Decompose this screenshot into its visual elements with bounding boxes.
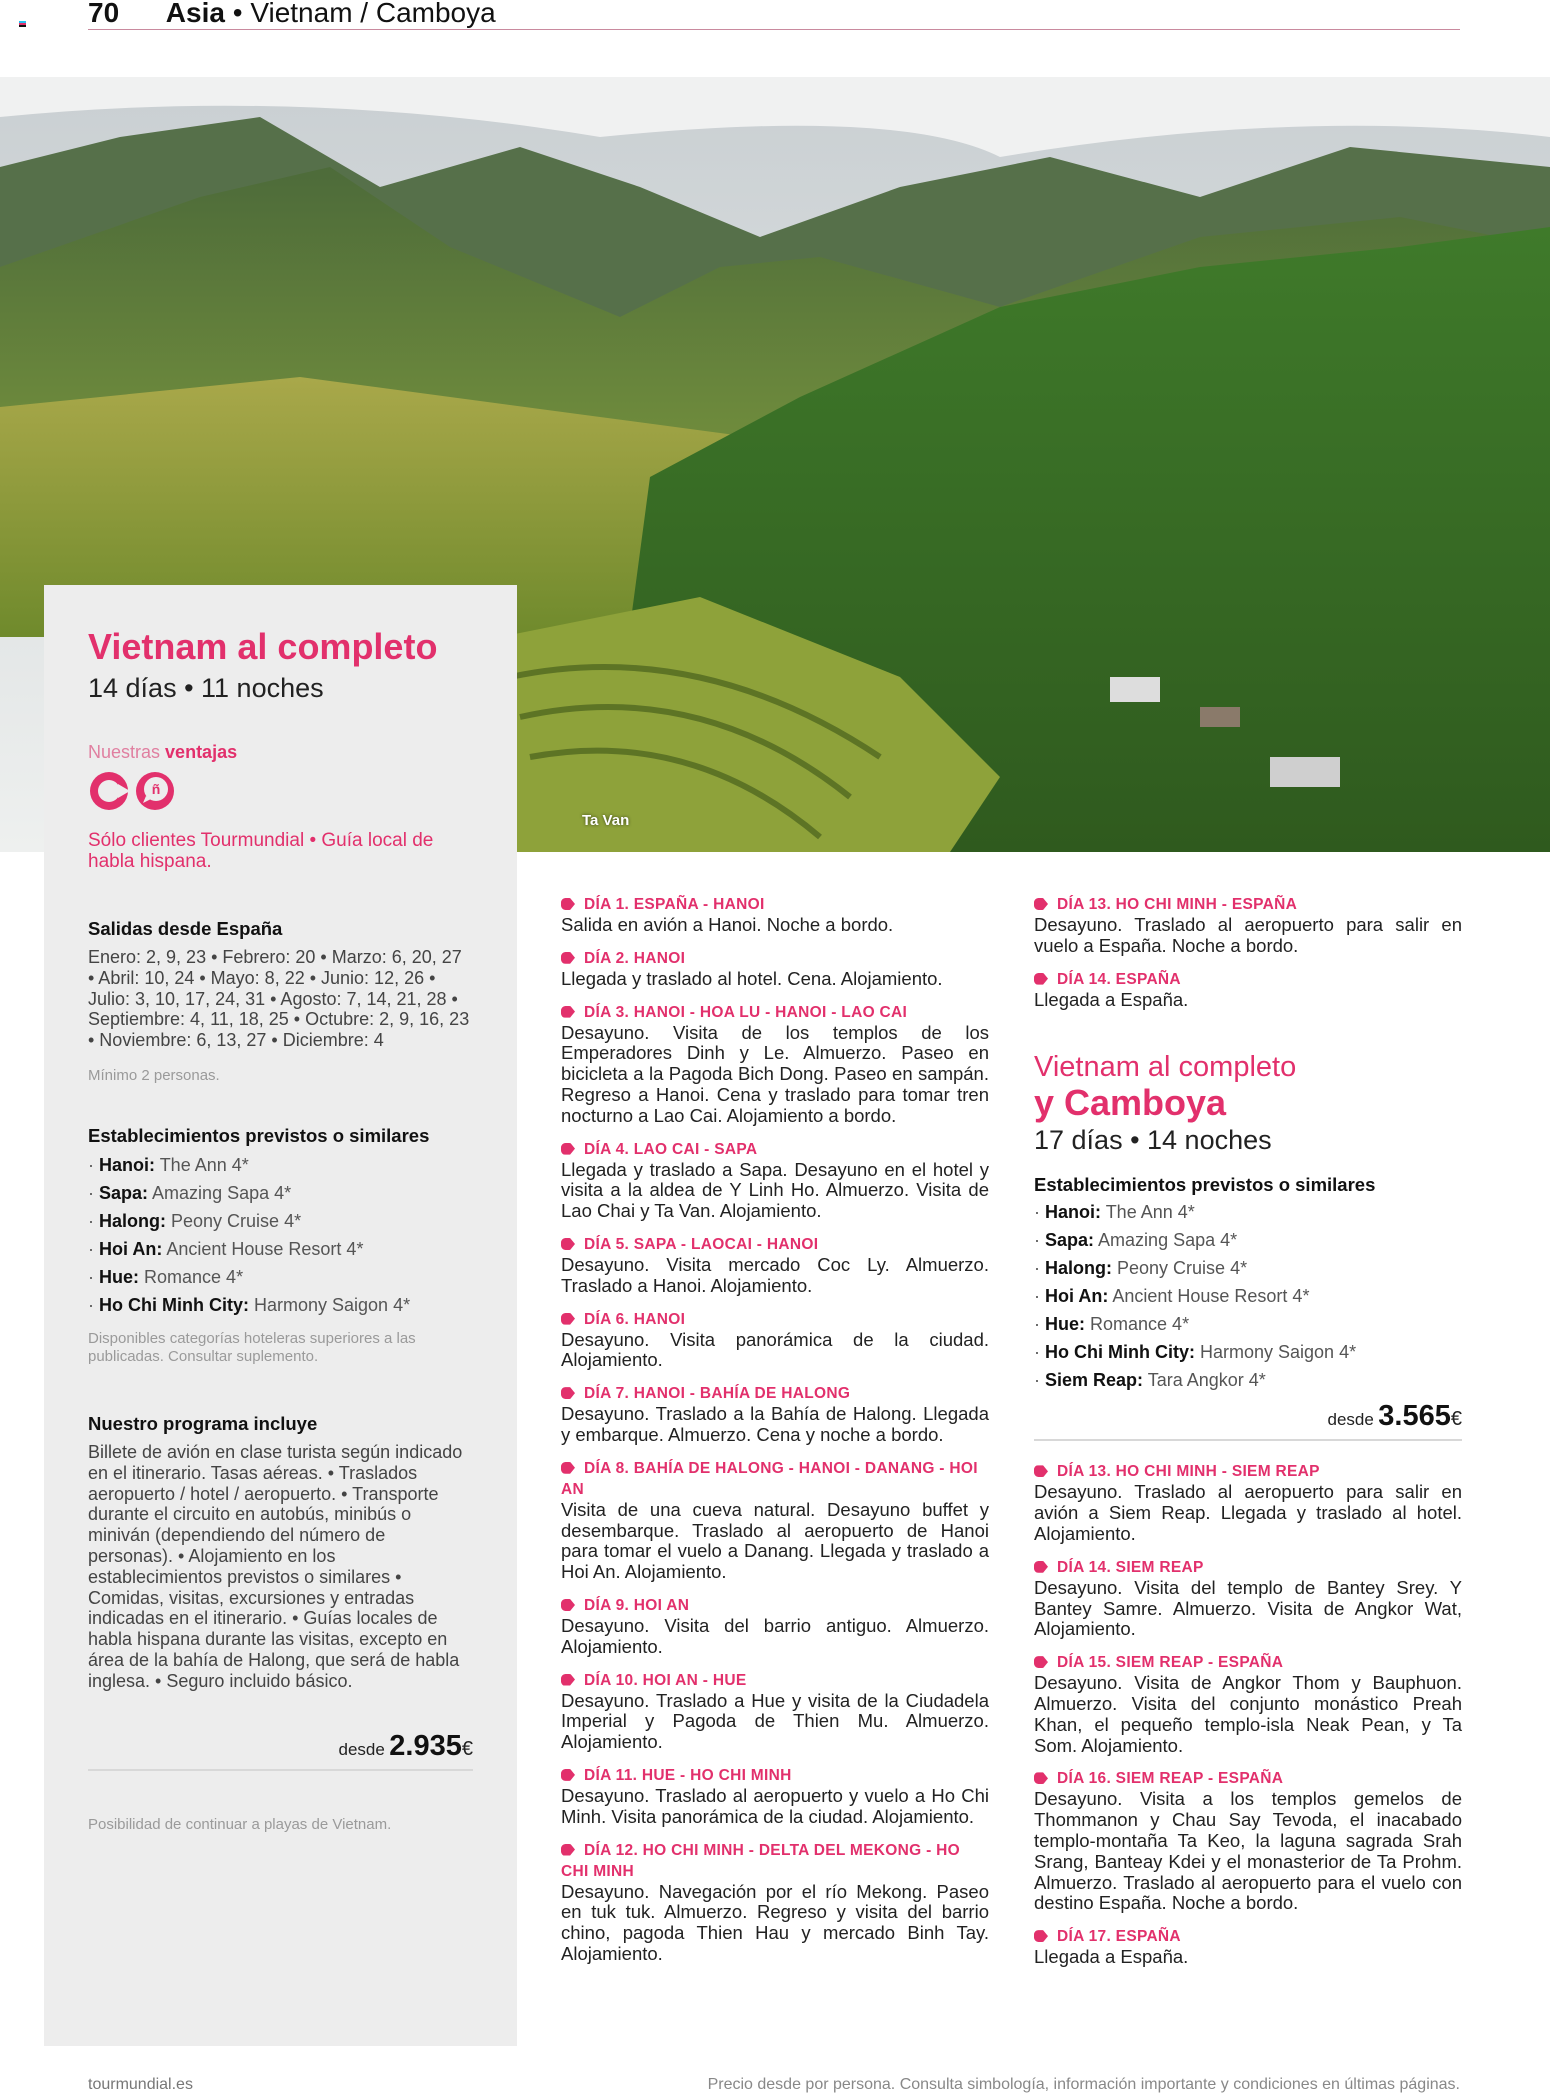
day-description: Desayuno. Visita mercado Coc Ly. Almuerzo. Traslado a Hanoi. Alojamiento. <box>561 1253 989 1296</box>
trip2-title-line2: y Camboya <box>1034 1082 1227 1124</box>
departures-heading: Salidas desde España <box>88 918 283 939</box>
day-heading <box>561 948 989 969</box>
day-heading <box>1034 1652 1462 1673</box>
bullet: · <box>88 1295 99 1315</box>
day-description: Desayuno. Visita del templo de Bantey Srey. Y Bantey Samre. Almuerzo. Visita de Angkor Wat, Alojamiento. <box>1034 1576 1462 1640</box>
hotel-city: Hue: <box>99 1267 139 1287</box>
day-description: Visita de una cueva natural. Desayuno buffet y desembarque. Traslado al aeropuerto de Hanoi para tomar el vuelo a Danang. Llegada y traslado a Hoi An. Alojamiento. <box>561 1498 989 1583</box>
trip2-hotels-list <box>1034 1198 1462 1394</box>
advantages-text: Sólo clientes Tourmundial • Guía local de habla hispana. <box>88 830 434 872</box>
day-heading <box>561 1002 989 1023</box>
includes-text: Billete de avión en clase turista según indicado en el itinerario. Tasas aéreas. • Traslados aeropuerto / hotel / aeropuerto. • Transporte durante el circuito en autobús, minibús o miniván (dependiendo del número de personas). • Alojamiento en los establecimientos previstos o similares • Comidas, visitas, excursiones y entradas indicadas en el itinerario. • Guías locales de habla hispana durante las visitas, excepto en área de la bahía de Halong, que será de habla inglesa. • Seguro incluido básico. <box>88 1442 463 1691</box>
hotel-city: Ho Chi Minh City: <box>99 1295 249 1315</box>
hotel-item <box>1034 1282 1462 1310</box>
itinerary-day <box>561 1002 989 1127</box>
hotel-item <box>1034 1226 1462 1254</box>
itinerary-day <box>561 1458 989 1583</box>
itinerary-day <box>561 1383 989 1446</box>
hotel-city: Hanoi: <box>1045 1202 1101 1223</box>
hotel-item <box>88 1235 488 1263</box>
day-arrow-icon <box>561 1238 575 1250</box>
day-description: Desayuno. Traslado a la Bahía de Halong. Llegada y embarque. Almuerzo. Cena y noche a bordo. <box>561 1403 989 1445</box>
day-heading <box>561 1840 989 1882</box>
minimum-persons-note: Mínimo 2 personas. <box>88 1067 220 1084</box>
day-description: Llegada y traslado a Sapa. Desayuno en el hotel y visita a la aldea de Y Linh Ho. Almuerzo. Visita de Lao Chai y Ta Van. Alojamiento. <box>561 1158 989 1222</box>
hotel-city: Sapa: <box>1045 1230 1095 1251</box>
day-description: Desayuno. Visita de Angkor Thom y Bauphuon. Almuerzo. Visita del conjunto monástico Preah Khan, el pequeño templo-isla Neak Pean, y Ta Som. Alojamiento. <box>1034 1672 1462 1756</box>
hotels-heading: Establecimientos previstos o similares <box>88 1125 430 1146</box>
day-arrow-icon <box>561 1387 575 1399</box>
day-heading <box>561 1234 989 1255</box>
itinerary-day <box>561 1840 989 1965</box>
hotel-city: Hoi An: <box>99 1239 163 1259</box>
day-arrow-icon <box>1034 1772 1048 1784</box>
day-title: DÍA 8. BAHÍA DE HALONG - HANOI - DANANG - HOI AN <box>561 1459 978 1498</box>
photo-caption: Ta Van <box>582 812 630 829</box>
day-heading <box>561 894 989 915</box>
footer-disclaimer: Precio desde por persona. Consulta simbología, información importante y condiciones en últimas páginas. <box>707 2076 1460 2093</box>
itinerary-day <box>1034 894 1462 957</box>
day-description: Desayuno. Visita de los templos de los Emperadores Dinh y Le. Almuerzo. Paseo en bicicleta a la Pagoda Bich Dong. Paseo en sampán. Regreso a Hanoi. Cena y traslado para tomar tren nocturno a Lao Cai. Alojamiento a bordo. <box>561 1021 989 1126</box>
hotel-name: Harmony Saigon 4* <box>254 1295 411 1315</box>
beach-extension-note: Posibilidad de continuar a playas de Vietnam. <box>88 1816 392 1833</box>
itinerary-day <box>1034 969 1462 1011</box>
day-description: Desayuno. Traslado al aeropuerto para salir en avión a Siem Reap. Llegada y traslado al hotel. Alojamiento. <box>1034 1481 1462 1544</box>
day-description: Desayuno. Traslado a Hue y visita de la Ciudadela Imperial y Pagoda de Thien Mu. Almuerzo. Alojamiento. <box>561 1689 989 1753</box>
bullet: · <box>1034 1258 1045 1279</box>
hotel-city: Halong: <box>99 1211 166 1231</box>
hotel-item <box>88 1179 488 1207</box>
hotel-item <box>1034 1366 1462 1394</box>
departures-dates: Enero: 2, 9, 23 • Febrero: 20 • Marzo: 6, 20, 27 • Abril: 10, 24 • Mayo: 8, 22 • Junio: 12, 26 • Julio: 3, 10, 17, 24, 31 • Agosto: 7, 14, 21, 28 • Septiembre: 4, 11, 18, 25 • Octubre: 2, 9, 16, 23 • Noviembre: 6, 13, 27 • Diciembre: 4 <box>88 947 470 1051</box>
advantages-label-light: Nuestras <box>88 742 161 762</box>
hotel-city: Hanoi: <box>99 1155 155 1175</box>
day-arrow-icon <box>561 1006 575 1018</box>
day-title: DÍA 17. ESPAÑA <box>1057 1928 1181 1946</box>
hotel-city: Halong: <box>1045 1258 1112 1279</box>
hotel-city: Ho Chi Minh City: <box>1045 1342 1195 1363</box>
day-arrow-icon <box>561 1143 575 1155</box>
day-title: DÍA 13. HO CHI MINH - ESPAÑA <box>1057 896 1298 913</box>
price-prefix: desde <box>338 1740 385 1759</box>
hotel-item <box>88 1151 488 1179</box>
day-heading <box>1034 969 1462 990</box>
bullet: · <box>1034 1370 1045 1391</box>
itinerary-day <box>1034 1652 1462 1756</box>
day-title: DÍA 13. HO CHI MINH - SIEM REAP <box>1057 1463 1320 1481</box>
day-arrow-icon <box>1034 973 1048 985</box>
day-description: Desayuno. Visita del barrio antiguo. Almuerzo. Alojamiento. <box>561 1614 989 1657</box>
bullet: · <box>88 1155 99 1175</box>
day-heading <box>561 1139 989 1160</box>
day-heading <box>1034 1768 1462 1789</box>
day-arrow-icon <box>561 1769 575 1781</box>
day-arrow-icon <box>561 1313 575 1325</box>
trip2-hotels-heading: Establecimientos previstos o similares <box>1034 1174 1376 1196</box>
trip2-title <box>1034 1050 1462 1122</box>
day-title: DÍA 12. HO CHI MINH - DELTA DEL MEKONG - HO CHI MINH <box>561 1841 961 1880</box>
day-title: DÍA 7. HANOI - BAHÍA DE HALONG <box>584 1385 851 1403</box>
region-label: Asia <box>165 0 225 28</box>
hotel-item <box>88 1263 488 1291</box>
itinerary-day <box>1034 1461 1462 1544</box>
day-heading <box>561 1595 989 1616</box>
day-heading <box>1034 894 1462 915</box>
price-prefix: desde <box>1327 1410 1374 1430</box>
day-arrow-icon <box>561 952 575 964</box>
day-description: Desayuno. Visita a los templos gemelos de Thommanon y Chau Say Tevoda, el inacabado templo-montaña Ta Keo, la laguna sagrada Srah Srang, Banteay Kdei y el monasterior de Ta Prohm. Almuerzo. Traslado al aeropuerto para el vuelo con destino España. Noche a bordo. <box>1034 1788 1462 1914</box>
print-color-marks <box>19 21 26 27</box>
itinerary-day <box>561 894 989 936</box>
day-description: Llegada a España. <box>1034 1946 1189 1968</box>
hotel-name: Peony Cruise 4* <box>171 1211 302 1231</box>
day-title: DÍA 1. ESPAÑA - HANOI <box>584 896 765 913</box>
price-currency: € <box>461 1738 473 1760</box>
hotel-name: Amazing Sapa 4* <box>1098 1230 1238 1251</box>
hotel-name: Ancient House Resort 4* <box>1112 1286 1310 1307</box>
hotel-item <box>1034 1310 1462 1338</box>
exclusive-clients-icon <box>88 770 130 812</box>
hotel-name: Ancient House Resort 4* <box>166 1239 364 1259</box>
itinerary-day <box>561 1234 989 1297</box>
day-description: Desayuno. Traslado al aeropuerto y vuelo a Ho Chi Minh. Visita panorámica de la ciudad. Alojamiento. <box>561 1784 989 1827</box>
hotel-city: Siem Reap: <box>1045 1370 1144 1391</box>
itinerary-day <box>561 948 989 990</box>
day-description: Salida en avión a Hanoi. Noche a bordo. <box>561 914 894 935</box>
day-description: Llegada a España. <box>1034 988 1189 1010</box>
hotel-name: Romance 4* <box>1090 1314 1190 1335</box>
bullet: · <box>1034 1202 1045 1223</box>
footer-website: tourmundial.es <box>88 2076 193 2093</box>
advantages-icons <box>88 770 488 812</box>
day-title: DÍA 4. LAO CAI - SAPA <box>584 1140 758 1158</box>
hotel-city: Hoi An: <box>1045 1286 1109 1307</box>
day-heading <box>561 1383 989 1404</box>
hotel-item <box>1034 1254 1462 1282</box>
hotel-name: Peony Cruise 4* <box>1117 1258 1248 1279</box>
trip-price <box>88 1730 473 1771</box>
price-value: 2.935 <box>389 1730 462 1762</box>
day-title: DÍA 14. SIEM REAP <box>1057 1558 1204 1576</box>
day-title: DÍA 3. HANOI - HOA LU - HANOI - LAO CAI <box>584 1003 908 1021</box>
day-heading <box>1034 1461 1462 1482</box>
bullet: · <box>1034 1230 1045 1251</box>
price-value: 3.565 <box>1378 1400 1451 1433</box>
hotels-list <box>88 1151 488 1319</box>
day-heading <box>561 1309 989 1330</box>
trip2-duration: 17 días • 14 noches <box>1034 1125 1272 1156</box>
day-arrow-icon <box>1034 1561 1048 1573</box>
hotel-item <box>88 1291 488 1319</box>
day-heading <box>1034 1926 1462 1947</box>
hotel-name: Tara Angkor 4* <box>1147 1370 1266 1391</box>
itinerary-day <box>1034 1926 1462 1968</box>
hotel-item <box>1034 1338 1462 1366</box>
day-title: DÍA 16. SIEM REAP - ESPAÑA <box>1057 1770 1284 1788</box>
hotel-name: Amazing Sapa 4* <box>152 1183 292 1203</box>
day-description: Desayuno. Visita panorámica de la ciudad. Alojamiento. <box>561 1328 989 1371</box>
hotel-name: Harmony Saigon 4* <box>1200 1342 1357 1363</box>
trip-title: Vietnam al completo <box>88 626 438 667</box>
hotel-city: Hue: <box>1045 1314 1085 1335</box>
destination-label: Vietnam / Camboya <box>250 0 496 28</box>
svg-text:ñ: ñ <box>151 781 161 797</box>
hotel-name: The Ann 4* <box>1105 1202 1195 1223</box>
bullet: · <box>1034 1342 1045 1363</box>
itinerary-day <box>1034 1557 1462 1640</box>
header-separator: • <box>232 0 243 28</box>
hotels-note: Disponibles categorías hoteleras superiores a las publicadas. Consultar suplemento. <box>88 1330 416 1365</box>
itinerary-day <box>561 1765 989 1828</box>
day-arrow-icon <box>561 1462 575 1474</box>
day-arrow-icon <box>1034 1656 1048 1668</box>
advantages-label <box>88 742 488 763</box>
day-arrow-icon <box>561 1674 575 1686</box>
page-number: 70 <box>88 0 120 28</box>
day-arrow-icon <box>1034 1465 1048 1477</box>
itinerary-day <box>561 1139 989 1222</box>
day-arrow-icon <box>1034 1930 1048 1942</box>
hotel-city: Sapa: <box>99 1183 149 1203</box>
trip2-price <box>1034 1400 1462 1441</box>
day-heading <box>561 1765 989 1786</box>
itinerary-day <box>561 1595 989 1658</box>
day-title: DÍA 2. HANOI <box>584 949 686 967</box>
bullet: · <box>88 1239 99 1259</box>
bullet: · <box>88 1211 99 1231</box>
itinerary-column-2 <box>1034 894 1462 1980</box>
day-heading <box>561 1670 989 1691</box>
itinerary-day <box>561 1670 989 1753</box>
spanish-guide-icon <box>134 770 176 812</box>
day-title: DÍA 11. HUE - HO CHI MINH <box>584 1766 792 1784</box>
hotel-name: Romance 4* <box>144 1267 244 1287</box>
hotel-item <box>1034 1198 1462 1226</box>
itinerary-column-1 <box>561 894 989 1977</box>
day-description: Llegada y traslado al hotel. Cena. Alojamiento. <box>561 967 943 989</box>
day-title: DÍA 14. ESPAÑA <box>1057 970 1181 988</box>
bullet: · <box>1034 1314 1045 1335</box>
day-arrow-icon <box>561 898 575 910</box>
includes-heading: Nuestro programa incluye <box>88 1413 318 1434</box>
trip2-title-line1: Vietnam al completo <box>1034 1051 1297 1084</box>
bullet: · <box>88 1267 99 1287</box>
trip-duration: 14 días • 11 noches <box>88 673 324 703</box>
hotel-item <box>88 1207 488 1235</box>
itinerary-day <box>561 1309 989 1372</box>
day-arrow-icon <box>1034 898 1048 910</box>
day-heading <box>1034 1557 1462 1578</box>
day-description: Desayuno. Traslado al aeropuerto para salir en vuelo a España. Noche a bordo. <box>1034 914 1462 956</box>
day-title: DÍA 6. HANOI <box>584 1310 686 1328</box>
day-arrow-icon <box>561 1844 575 1856</box>
day-arrow-icon <box>561 1599 575 1611</box>
bullet: · <box>88 1183 99 1203</box>
itinerary-day <box>1034 1768 1462 1914</box>
day-heading <box>561 1458 989 1500</box>
hotel-name: The Ann 4* <box>159 1155 249 1175</box>
bullet: · <box>1034 1286 1045 1307</box>
price-currency: € <box>1450 1408 1462 1431</box>
advantages-label-bold: ventajas <box>165 742 238 762</box>
header-divider <box>88 29 1460 30</box>
day-description: Desayuno. Navegación por el río Mekong. Paseo en tuk tuk. Almuerzo. Regreso y visita del barrio chino, pagoda Thien Hau y mercado Binh Tay. Alojamiento. <box>561 1880 989 1964</box>
day-title: DÍA 5. SAPA - LAOCAI - HANOI <box>584 1235 819 1253</box>
day-title: DÍA 15. SIEM REAP - ESPAÑA <box>1057 1654 1284 1672</box>
page-header <box>88 0 496 30</box>
day-title: DÍA 10. HOI AN - HUE <box>584 1671 747 1689</box>
day-title: DÍA 9. HOI AN <box>584 1596 690 1614</box>
